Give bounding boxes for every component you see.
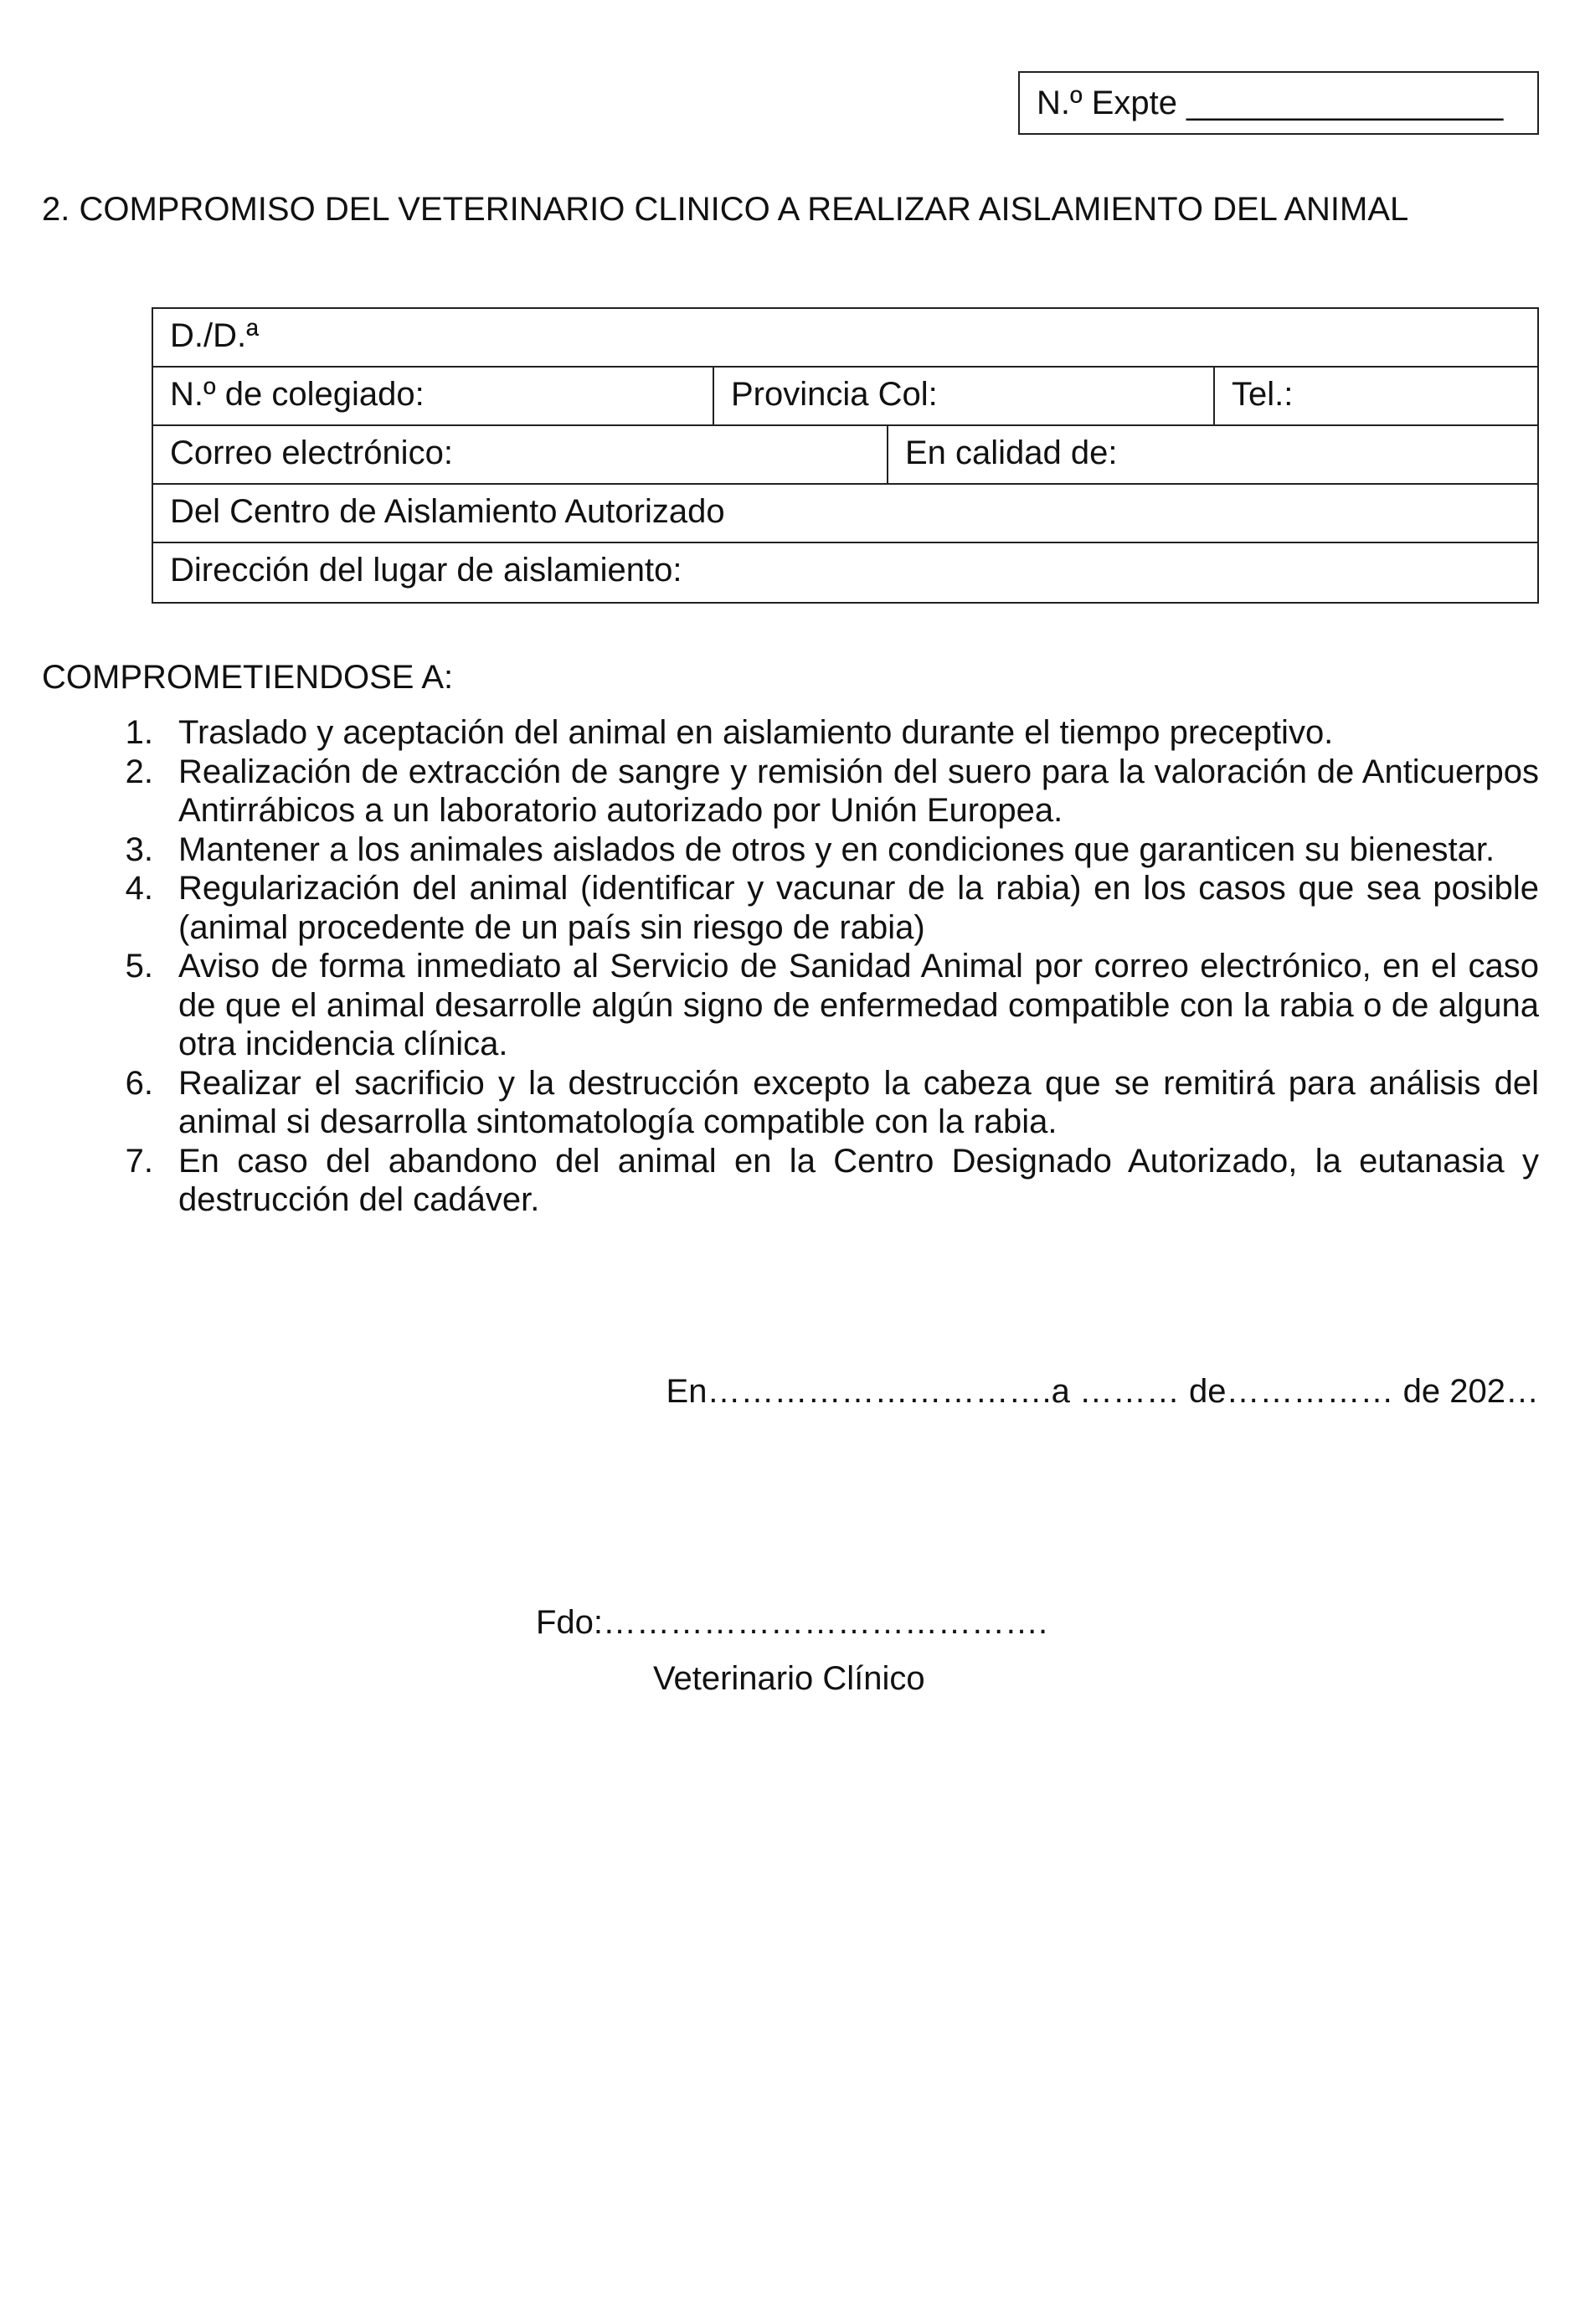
list-item	[84, 869, 1539, 947]
provincia-field[interactable]	[714, 368, 1215, 424]
expediente-box	[1018, 71, 1539, 135]
calidad-field[interactable]	[888, 426, 1537, 483]
list-number: 6.	[125, 1064, 153, 1102]
form-row-colegiado	[153, 368, 1537, 426]
form-row-centro	[153, 485, 1537, 543]
list-item	[84, 753, 1539, 830]
list-text: Realizar el sacrificio y la destrucción excepto la cabeza que se remitirá para análisis del animal si desarrolla sintomatología compatible con la rabia.	[178, 1064, 1539, 1140]
list-item	[84, 947, 1539, 1064]
tel-field[interactable]	[1215, 368, 1537, 424]
commitment-list	[84, 713, 1539, 1220]
form-row-email	[153, 426, 1537, 485]
list-number: 3.	[125, 830, 153, 868]
colegiado-label: N.º de colegiado:	[170, 376, 425, 413]
centro-field[interactable]	[153, 485, 1537, 542]
email-field[interactable]	[153, 426, 888, 483]
list-item	[84, 1064, 1539, 1142]
centro-label: Del Centro de Aislamiento Autorizado	[170, 493, 725, 530]
calidad-label: En calidad de:	[905, 434, 1118, 471]
list-number: 5.	[125, 948, 153, 985]
signer-role: Veterinario Clínico	[653, 1660, 925, 1697]
veterinarian-form-table	[152, 307, 1539, 604]
form-row-direccion	[153, 543, 1537, 602]
list-text: Regularización del animal (identificar y vacunar de la rabia) en los casos que sea posible (animal procedente de un país sin riesgo de rabia)	[178, 870, 1539, 946]
commitment-intro: COMPROMETIENDOSE A:	[42, 659, 454, 696]
list-number: 2.	[125, 753, 153, 790]
tel-label: Tel.:	[1232, 376, 1294, 413]
form-row-name	[153, 309, 1537, 368]
provincia-label: Provincia Col:	[731, 376, 938, 413]
list-text: Mantener a los animales aislados de otros y en condiciones que garanticen su bienestar.	[178, 830, 1495, 868]
section-title: 2. COMPROMISO DEL VETERINARIO CLINICO A REALIZAR AISLAMIENTO DEL ANIMAL	[42, 191, 1409, 228]
list-text: Traslado y aceptación del animal en aislamiento durante el tiempo preceptivo.	[178, 714, 1334, 751]
colegiado-field[interactable]	[153, 368, 714, 424]
list-item	[84, 1142, 1539, 1220]
list-item	[84, 830, 1539, 870]
email-label: Correo electrónico:	[170, 434, 453, 471]
list-text: En caso del abandono del animal en la Centro Designado Autorizado, la eutanasia y destrucción del cadáver.	[178, 1142, 1539, 1218]
list-number: 7.	[125, 1142, 153, 1180]
list-text: Aviso de forma inmediato al Servicio de Sanidad Animal por correo electrónico, en el caso de que el animal desarrolle algún signo de enfermedad compatible con la rabia o de alguna otra incidencia clínica.	[178, 948, 1539, 1062]
expediente-label: N.º Expte _________________	[1037, 85, 1504, 121]
list-number: 4.	[125, 870, 153, 907]
list-text: Realización de extracción de sangre y remisión del suero para la valoración de Anticuerpos Antirrábicos a un laboratorio autorizado por Unión Europea.	[178, 753, 1539, 829]
place-date-line: En………………………….a ……… de…………… de 202…	[666, 1373, 1539, 1410]
signature-line: Fdo:………………………………….	[536, 1604, 1048, 1641]
name-field[interactable]	[153, 309, 1537, 366]
name-label: D./D.ª	[170, 317, 259, 354]
direccion-field[interactable]	[153, 543, 1537, 602]
list-item	[84, 713, 1539, 753]
direccion-label: Dirección del lugar de aislamiento:	[170, 552, 682, 589]
list-number: 1.	[125, 714, 153, 751]
